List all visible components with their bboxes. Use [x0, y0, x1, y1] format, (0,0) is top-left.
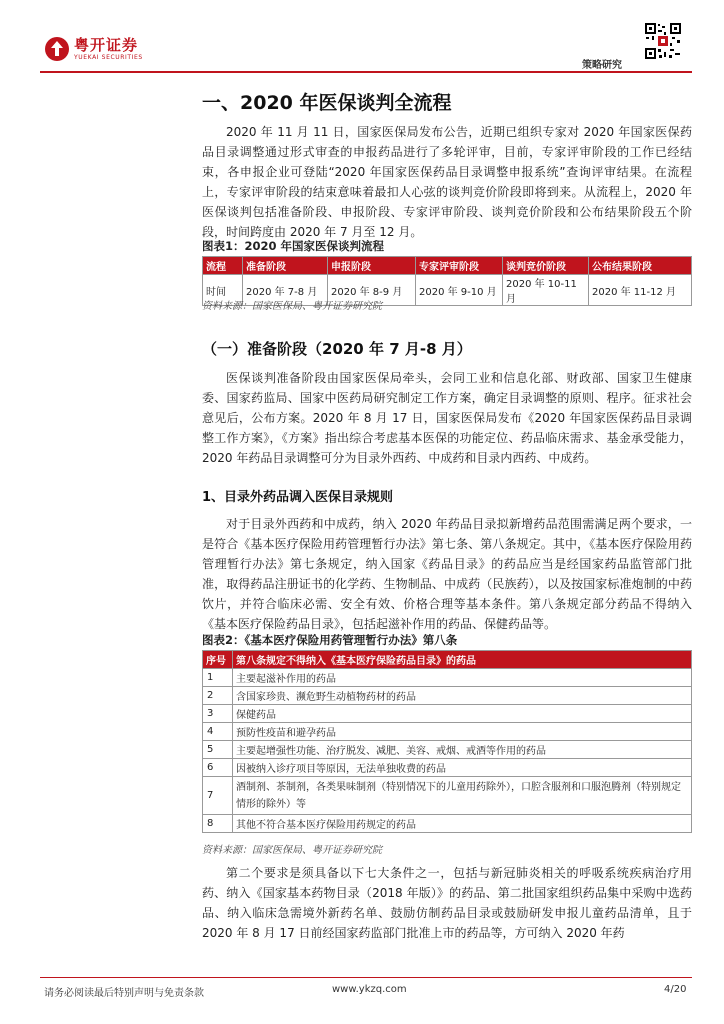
paragraph-4: 第二个要求是须具备以下七大条件之一，包括与新冠肺炎相关的呼吸系统疾病治疗用药、纳入《国家基本药物目录（2018 年版）》的药品、第二批国家组织药品集中采购中选药品、纳入临床急需境外新药名单、鼓励仿制药品目录或鼓励研发申报儿童药品清单，且于 2020 年 8 月 17 日前经国家药监部门批准上市的药品等，方可纳入 2020 年药 — [202, 866, 692, 940]
paragraph-1: 2020 年 11 月 11 日，国家医保局发布公告，近期已组织专家对 2020 年国家医保药品目录调整通过形式审查的申报药品进行了多轮评审，目前，专家评审阶段的工作已经结束，各申报企业可登陆“2020 年国家医保药品目录调整申报系统”查询评审结果。在流程上，专家评审阶段的结束意味着最扣人心弦的谈判竞价阶段即将到来。从流程上，2020 年医保谈判包括准备阶段、申报阶段、专家评审阶段、谈判竞价阶段和公布结果阶段五个阶段，时间跨度由 2020 年 7 月至 12 月。 — [202, 125, 692, 239]
table-cell: 2020 年 9-10 月 — [416, 275, 503, 306]
header-divider — [40, 71, 692, 73]
table-cell: 2020 年 7-8 月 — [243, 275, 328, 306]
table-row — [203, 759, 692, 777]
brand-logo — [44, 36, 143, 62]
table-cell: 2 — [203, 687, 233, 705]
qr-code-icon — [644, 22, 682, 60]
table-cell: 2020 年 11-12 月 — [589, 275, 692, 306]
table-cell: 含国家珍贵、濒危野生动植物药材的药品 — [233, 687, 692, 705]
table-cell: 1 — [203, 669, 233, 687]
table-header-cell: 序号 — [203, 651, 233, 669]
table-cell: 6 — [203, 759, 233, 777]
footer-divider — [40, 977, 692, 978]
figure-1-title: 图表1：2020 年国家医保谈判流程 — [202, 239, 385, 253]
section-heading-2: （一）准备阶段（2020 年 7 月-8 月） — [202, 340, 472, 358]
paragraph-3: 对于目录外西药和中成药，纳入 2020 年药品目录拟新增药品范围需满足两个要求，一是符合《基本医疗保险用药管理暂行办法》第七条、第八条规定。其中，《基本医疗保险用药管理暂行办法》第七条规定，纳入国家《药品目录》的药品应当是经国家药品监管部门批准，取得药品注册证书的化学药、生物制品、中成药（民族药），以及按国家标准炮制的中药饮片，并符合临床必需、安全有效、价格合理等基本条件。第八条规定部分药品不得纳入《基本医疗保险药品目录》，包括起滋补作用的药品、保健药品等。 — [202, 517, 692, 631]
table-cell: 3 — [203, 705, 233, 723]
table-header-row — [203, 651, 692, 669]
table-header-cell: 谈判竞价阶段 — [503, 257, 589, 275]
table-header-row — [203, 257, 692, 275]
table-cell: 保健药品 — [233, 705, 692, 723]
table-header-cell: 专家评审阶段 — [416, 257, 503, 275]
table-row — [203, 687, 692, 705]
figure-2-table — [202, 650, 692, 833]
table-header-cell: 流程 — [203, 257, 243, 275]
page-header — [0, 0, 724, 80]
table-cell: 8 — [203, 815, 233, 833]
figure-2-title: 图表2：《基本医疗保险用药管理暂行办法》第八条 — [202, 633, 458, 647]
table-cell: 7 — [203, 777, 233, 815]
table-row — [203, 777, 692, 815]
table-cell: 其他不符合基本医疗保险用药规定的药品 — [233, 815, 692, 833]
paragraph-2: 医保谈判准备阶段由国家医保局牵头，会同工业和信息化部、财政部、国家卫生健康委、国家药监局、国家中医药局研究制定工作方案，确定目录调整的原则、程序。征求社会意见后，公布方案。2020 年 8 月 17 日，国家医保局发布《2020 年国家医保药品目录调整工作方案》，《方案》指出综合考虑基本医保的功能定位、药品临床需求、基金承受能力，2020 年药品目录调整可分为目录外西药、中成药和目录内西药、中成药。 — [202, 371, 692, 465]
table-cell: 5 — [203, 741, 233, 759]
table-cell: 预防性疫苗和避孕药品 — [233, 723, 692, 741]
table-header-cell: 公布结果阶段 — [589, 257, 692, 275]
table-row — [203, 741, 692, 759]
table-header-cell: 第八条规定不得纳入《基本医疗保险药品目录》的药品 — [233, 651, 692, 669]
footer-disclaimer: 请务必阅读最后特别声明与免责条款 — [44, 988, 204, 999]
logo-chinese: 粤开证券 — [74, 36, 139, 54]
yuekai-logo-icon — [44, 36, 70, 62]
report-category: 策略研究 — [582, 60, 622, 71]
table-header-cell: 申报阶段 — [328, 257, 416, 275]
table-row — [203, 815, 692, 833]
table-row — [203, 705, 692, 723]
page-number: 4/20 — [664, 984, 687, 995]
table-cell: 酒制剂、茶制剂，各类果味制剂（特别情况下的儿童用药除外），口腔含服剂和口服泡腾剂（特别规定情形的除外）等 — [233, 777, 692, 815]
table-cell: 因被纳入诊疗项目等原因，无法单独收费的药品 — [233, 759, 692, 777]
footer-url[interactable]: www.ykzq.com — [332, 984, 407, 995]
table-cell: 时间 — [203, 275, 243, 306]
table-row — [203, 669, 692, 687]
table-cell: 4 — [203, 723, 233, 741]
table-row — [203, 723, 692, 741]
section-heading-3: 1、目录外药品调入医保目录规则 — [202, 490, 394, 505]
table-cell: 2020 年 10-11 月 — [503, 275, 589, 306]
section-heading-1: 一、2020 年医保谈判全流程 — [202, 92, 452, 114]
figure-1-source: 资料来源：国家医保局、粤开证券研究院 — [202, 301, 382, 312]
table-cell: 主要起滋补作用的药品 — [233, 669, 692, 687]
table-cell: 主要起增强性功能、治疗脱发、减肥、美容、戒烟、戒酒等作用的药品 — [233, 741, 692, 759]
logo-english: YUEKAI SECURITIES — [74, 54, 143, 61]
table-header-cell: 准备阶段 — [243, 257, 328, 275]
table-cell: 2020 年 8-9 月 — [328, 275, 416, 306]
figure-2-source: 资料来源：国家医保局、粤开证券研究院 — [202, 845, 382, 856]
